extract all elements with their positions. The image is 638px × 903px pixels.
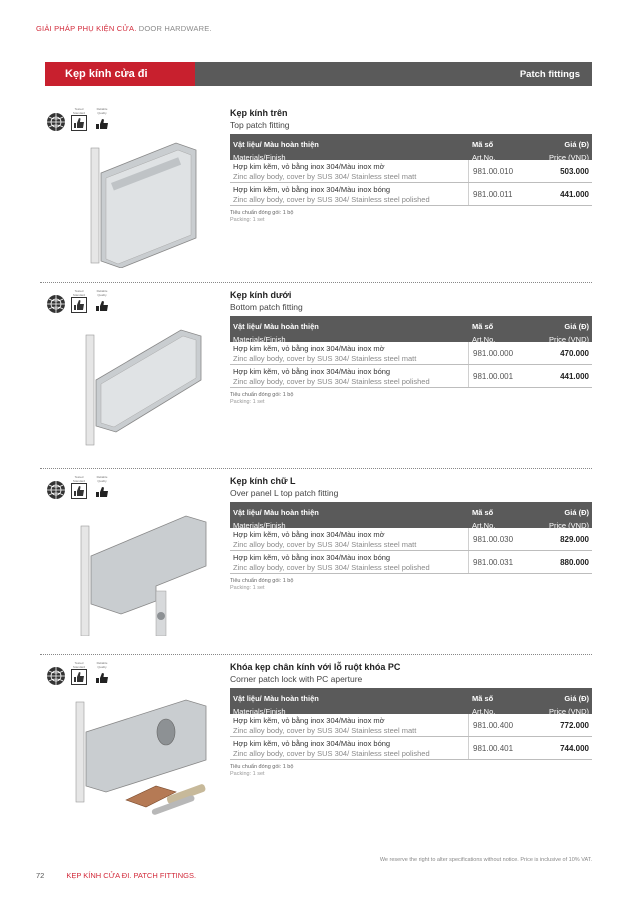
section-divider: [40, 282, 592, 283]
col-art-en: Art.No.: [472, 707, 496, 716]
art-number: 981.00.030: [468, 528, 540, 550]
banner-title-en: Patch fittings: [195, 62, 592, 86]
material-en: Zinc alloy body, cover by SUS 304/ Stainless steel polished: [233, 562, 430, 572]
packing-en: Packing: 1 set: [230, 217, 265, 223]
col-material-en: Materials/Finish: [233, 153, 286, 162]
section-divider: [40, 654, 592, 655]
product-photo: [46, 320, 216, 450]
product-photo: [46, 138, 216, 268]
material-vn: Hợp kim kẽm, vỏ bằng inox 304/Màu inox bóng: [233, 367, 391, 376]
material-cell: [230, 714, 468, 736]
material-vn: Hợp kim kẽm, vỏ bằng inox 304/Màu inox bóng: [233, 553, 391, 562]
table-header: [230, 502, 592, 528]
col-price-en: Price (VND): [548, 335, 589, 344]
thumbs-up-icon: [69, 290, 89, 314]
material-en: Zinc alloy body, cover by SUS 304/ Stainless steel matt: [233, 353, 417, 363]
globe-icon: [46, 108, 66, 132]
price: 441.000: [560, 372, 589, 381]
col-art-en: Art.No.: [472, 335, 496, 344]
price: 772.000: [560, 721, 589, 730]
art-number: 981.00.010: [468, 160, 540, 182]
packing-vn: Tiêu chuẩn đóng gói: 1 bộ: [230, 764, 294, 770]
footer-note: We reserve the right to alter specifications without notice. Price is inclusive of 10% VAT.: [379, 857, 592, 863]
art-number: 981.00.011: [468, 183, 540, 205]
product-info: [230, 476, 592, 592]
col-price-en: Price (VND): [548, 153, 589, 162]
col-price-vn: Giá (Đ): [564, 694, 589, 703]
col-material-vn: Vật liệu/ Màu hoàn thiện: [233, 694, 319, 703]
table-row: [230, 342, 592, 365]
quality-icon: [92, 662, 112, 686]
packing-info: [230, 210, 592, 224]
art-number: 981.00.001: [468, 365, 540, 387]
material-cell: [230, 551, 468, 573]
packing-en: Packing: 1 set: [230, 771, 265, 777]
packing-en: Packing: 1 set: [230, 399, 265, 405]
packing-vn: Tiêu chuẩn đóng gói: 1 bộ: [230, 210, 294, 216]
material-vn: Hợp kim kẽm, vỏ bằng inox 304/Màu inox bóng: [233, 739, 391, 748]
product-photo: [46, 506, 216, 636]
material-cell: [230, 160, 468, 182]
icon-tag: Reliable Quality: [96, 475, 108, 483]
quality-icon: [92, 476, 112, 500]
col-art-en: Art.No.: [472, 153, 496, 162]
product-photo: [46, 692, 216, 822]
packing-vn: Tiêu chuẩn đóng gói: 1 bộ: [230, 392, 294, 398]
icon-tag: Tested Standard: [72, 289, 86, 297]
col-art-vn: Mã số: [472, 508, 494, 517]
icon-tag: Tested Standard: [72, 661, 86, 669]
quality-icon: [92, 290, 112, 314]
material-cell: [230, 183, 468, 205]
product-title-vn: Khóa kẹp chân kính với lỗ ruột khóa PC: [230, 662, 401, 672]
table-header: [230, 134, 592, 160]
material-cell: [230, 528, 468, 550]
col-art-vn: Mã số: [472, 694, 494, 703]
material-en: Zinc alloy body, cover by SUS 304/ Stainless steel matt: [233, 539, 417, 549]
product-title-en: Corner patch lock with PC aperture: [230, 674, 363, 684]
product-title-en: Bottom patch fitting: [230, 302, 303, 312]
product-title-en: Over panel L top patch fitting: [230, 488, 339, 498]
material-en: Zinc alloy body, cover by SUS 304/ Stainless steel polished: [233, 748, 430, 758]
header-brand: GIẢI PHÁP PHỤ KIỆN CỬA.: [36, 24, 137, 33]
material-vn: Hợp kim kẽm, vỏ bằng inox 304/Màu inox mờ: [233, 716, 385, 725]
footer-title: KẸP KÍNH CỬA ĐI. PATCH FITTINGS.: [66, 871, 197, 880]
icon-tag: Tested Standard: [72, 107, 86, 115]
icon-tag: Reliable Quality: [96, 661, 108, 669]
table-row: [230, 551, 592, 574]
packing-en: Packing: 1 set: [230, 585, 265, 591]
col-material-vn: Vật liệu/ Màu hoàn thiện: [233, 140, 319, 149]
thumbs-up-icon: [69, 662, 89, 686]
icon-tag: Tested Standard: [72, 475, 86, 483]
price-table: [230, 134, 592, 206]
table-row: [230, 160, 592, 183]
page-footer: [36, 871, 196, 880]
product-info: [230, 662, 592, 778]
col-price-en: Price (VND): [548, 707, 589, 716]
art-number: 981.00.401: [468, 737, 540, 759]
col-art-en: Art.No.: [472, 521, 496, 530]
art-number: 981.00.000: [468, 342, 540, 364]
price: 441.000: [560, 190, 589, 199]
price: 503.000: [560, 167, 589, 176]
packing-info: [230, 578, 592, 592]
packing-info: [230, 764, 592, 778]
material-en: Zinc alloy body, cover by SUS 304/ Stainless steel polished: [233, 194, 430, 204]
price-table: [230, 502, 592, 574]
table-row: [230, 183, 592, 206]
col-art-vn: Mã số: [472, 140, 494, 149]
feature-icons: [46, 476, 112, 500]
icon-tag: Reliable Quality: [96, 107, 108, 115]
product-title-vn: Kẹp kính dưới: [230, 290, 292, 300]
feature-icons: [46, 108, 112, 132]
material-en: Zinc alloy body, cover by SUS 304/ Stainless steel matt: [233, 725, 417, 735]
art-number: 981.00.031: [468, 551, 540, 573]
product-title-vn: Kẹp kính trên: [230, 108, 288, 118]
top-header: [36, 24, 212, 33]
table-row: [230, 365, 592, 388]
price: 744.000: [560, 744, 589, 753]
quality-icon: [92, 108, 112, 132]
material-vn: Hợp kim kẽm, vỏ bằng inox 304/Màu inox mờ: [233, 162, 385, 171]
material-en: Zinc alloy body, cover by SUS 304/ Stainless steel polished: [233, 376, 430, 386]
packing-info: [230, 392, 592, 406]
material-en: Zinc alloy body, cover by SUS 304/ Stainless steel matt: [233, 171, 417, 181]
globe-icon: [46, 476, 66, 500]
material-cell: [230, 365, 468, 387]
table-row: [230, 737, 592, 760]
packing-vn: Tiêu chuẩn đóng gói: 1 bộ: [230, 578, 294, 584]
product-title-en: Top patch fitting: [230, 120, 290, 130]
icon-tag: Reliable Quality: [96, 289, 108, 297]
price: 880.000: [560, 558, 589, 567]
globe-icon: [46, 290, 66, 314]
page-number: 72: [36, 871, 45, 880]
feature-icons: [46, 662, 112, 686]
product-info: [230, 290, 592, 406]
price-table: [230, 688, 592, 760]
col-price-en: Price (VND): [548, 521, 589, 530]
col-material-en: Materials/Finish: [233, 521, 286, 530]
thumbs-up-icon: [69, 476, 89, 500]
table-header: [230, 688, 592, 714]
material-vn: Hợp kim kẽm, vỏ bằng inox 304/Màu inox mờ: [233, 344, 385, 353]
material-vn: Hợp kim kẽm, vỏ bằng inox 304/Màu inox mờ: [233, 530, 385, 539]
col-price-vn: Giá (Đ): [564, 508, 589, 517]
table-row: [230, 528, 592, 551]
price: 470.000: [560, 349, 589, 358]
col-material-vn: Vật liệu/ Màu hoàn thiện: [233, 322, 319, 331]
header-sub: DOOR HARDWARE.: [136, 24, 212, 33]
section-divider: [40, 468, 592, 469]
price: 829.000: [560, 535, 589, 544]
thumbs-up-icon: [69, 108, 89, 132]
col-price-vn: Giá (Đ): [564, 322, 589, 331]
material-cell: [230, 737, 468, 759]
material-vn: Hợp kim kẽm, vỏ bằng inox 304/Màu inox bóng: [233, 185, 391, 194]
product-title-vn: Kẹp kính chữ L: [230, 476, 296, 486]
art-number: 981.00.400: [468, 714, 540, 736]
table-row: [230, 714, 592, 737]
product-info: [230, 108, 592, 224]
feature-icons: [46, 290, 112, 314]
col-material-vn: Vật liệu/ Màu hoàn thiện: [233, 508, 319, 517]
material-cell: [230, 342, 468, 364]
globe-icon: [46, 662, 66, 686]
col-price-vn: Giá (Đ): [564, 140, 589, 149]
table-header: [230, 316, 592, 342]
banner-title-vn: Kẹp kính cửa đi: [45, 62, 195, 86]
col-material-en: Materials/Finish: [233, 707, 286, 716]
col-art-vn: Mã số: [472, 322, 494, 331]
col-material-en: Materials/Finish: [233, 335, 286, 344]
section-banner: [45, 62, 592, 86]
price-table: [230, 316, 592, 388]
